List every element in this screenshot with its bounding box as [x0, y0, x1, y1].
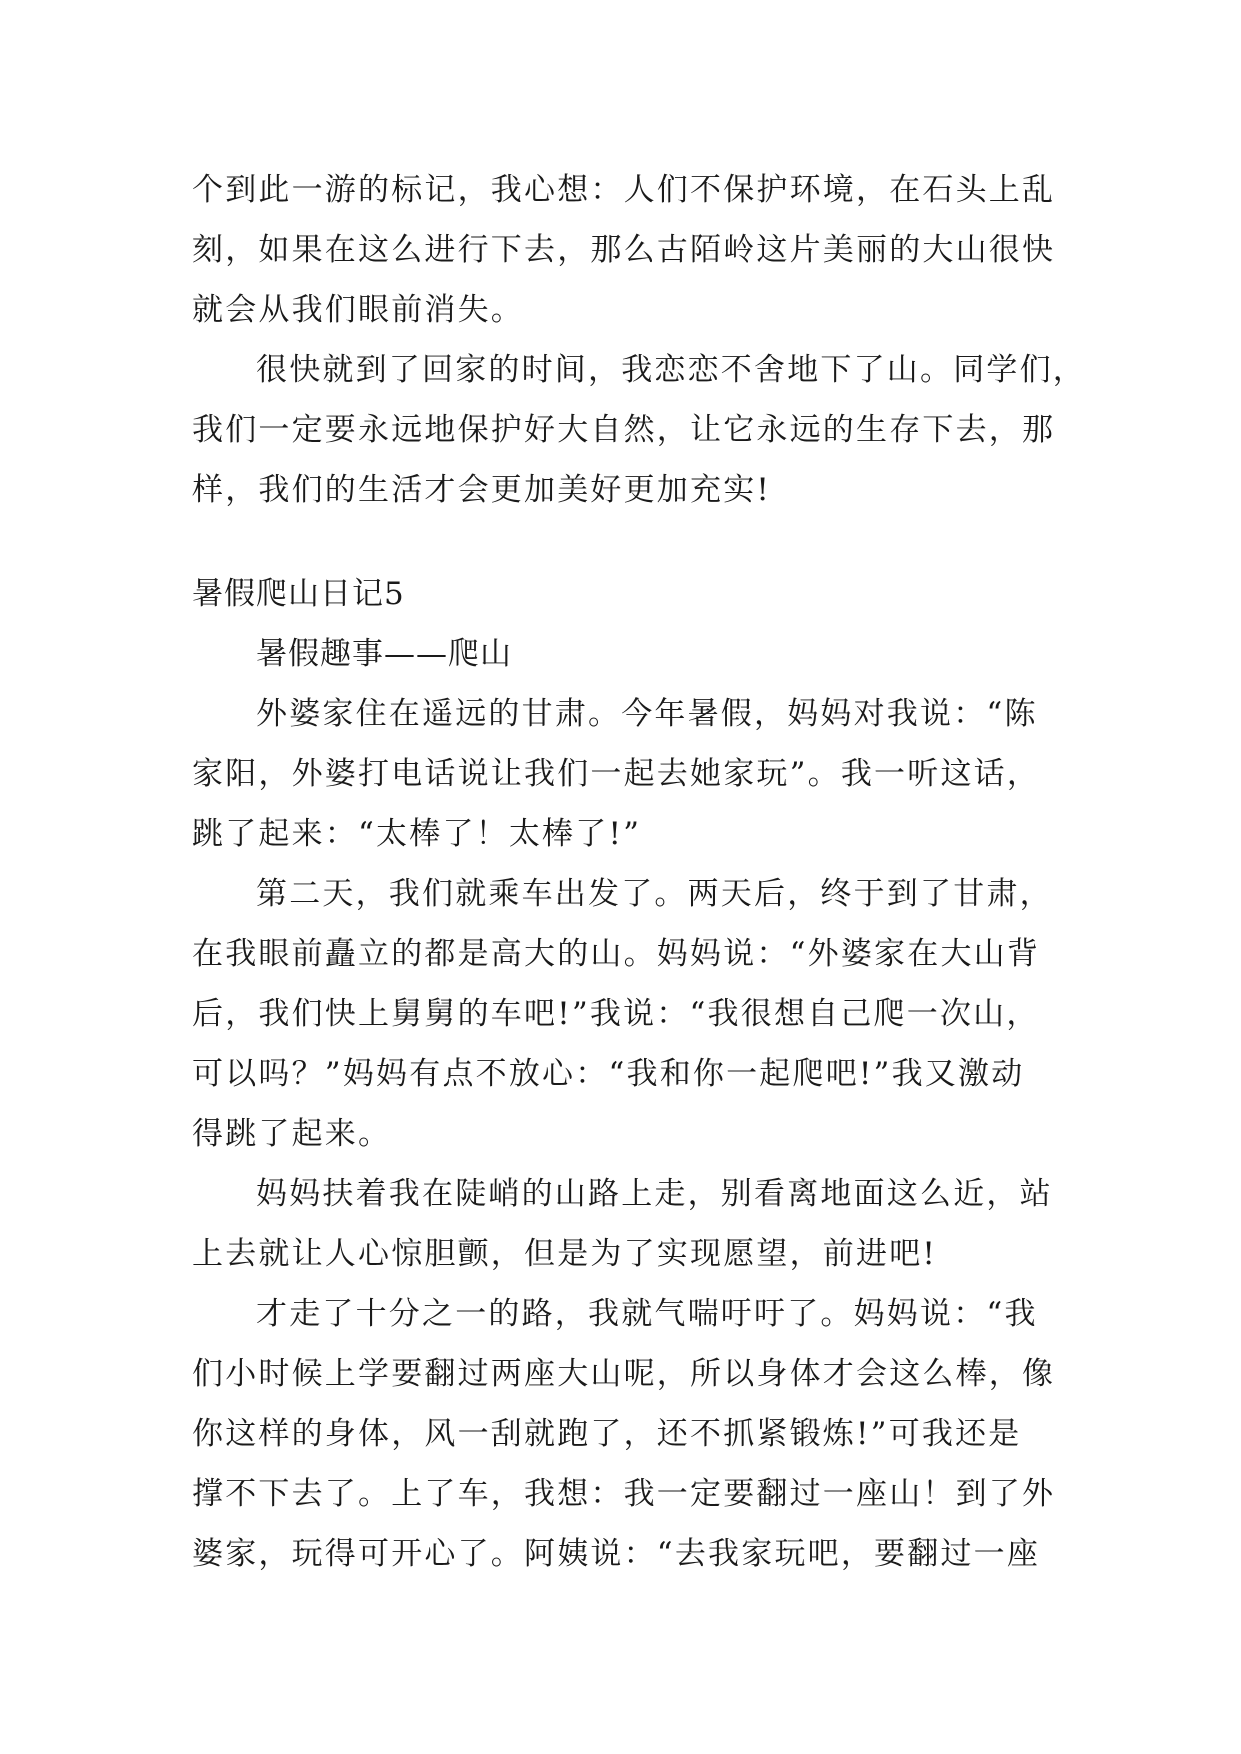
paragraph-first-line: 外婆家住在遥远的甘肃。今年暑假，妈妈对我说：“陈: [256, 696, 1038, 732]
text-line: 刻，如果在这么进行下去，那么古陌岭这片美丽的大山很快: [192, 232, 1056, 268]
paragraph-first-line: 第二天，我们就乘车出发了。两天后，终于到了甘肃，: [256, 876, 1053, 912]
text-line: 可以吗？”妈妈有点不放心：“我和你一起爬吧!”我又激动: [192, 1056, 1025, 1092]
paragraph-first-line: 很快就到了回家的时间，我恋恋不舍地下了山。同学们，: [256, 352, 1086, 388]
text-line: 家阳，外婆打电话说让我们一起去她家玩”。我一听这话，: [192, 756, 1041, 792]
text-line: 婆家，玩得可开心了。阿姨说：“去我家玩吧，要翻过一座: [192, 1536, 1041, 1572]
text-line: 就会从我们眼前消失。: [192, 292, 524, 328]
text-line: 撑不下去了。上了车，我想：我一定要翻过一座山！到了外: [192, 1476, 1056, 1512]
text-line: 上去就让人心惊胆颤，但是为了实现愿望，前进吧!: [192, 1236, 938, 1272]
paragraph-first-line: 妈妈扶着我在陡峭的山路上走，别看离地面这么近，站: [256, 1176, 1053, 1212]
text-line: 跳了起来：“太棒了！太棒了!”: [192, 816, 642, 852]
section-heading: 暑假爬山日记5: [192, 576, 405, 612]
text-line: 们小时候上学要翻过两座大山呢，所以身体才会这么棒，像: [192, 1356, 1056, 1392]
text-line: 得跳了起来。: [192, 1116, 392, 1152]
text-line: 后，我们快上舅舅的车吧!”我说：“我很想自己爬一次山，: [192, 996, 1040, 1032]
text-line: 在我眼前矗立的都是高大的山。妈妈说：“外婆家在大山背: [192, 936, 1041, 972]
text-line: 你这样的身体，风一刮就跑了，还不抓紧锻炼!”可我还是: [192, 1416, 1022, 1452]
text-line: 我们一定要永远地保护好大自然，让它永远的生存下去，那: [192, 412, 1056, 448]
paragraph-first-line: 才走了十分之一的路，我就气喘吁吁了。妈妈说：“我: [256, 1296, 1038, 1332]
article-title: 暑假趣事——爬山: [256, 636, 512, 672]
text-line: 个到此一游的标记，我心想：人们不保护环境，在石头上乱: [192, 172, 1056, 208]
text-line: 样，我们的生活才会更加美好更加充实!: [192, 472, 772, 508]
